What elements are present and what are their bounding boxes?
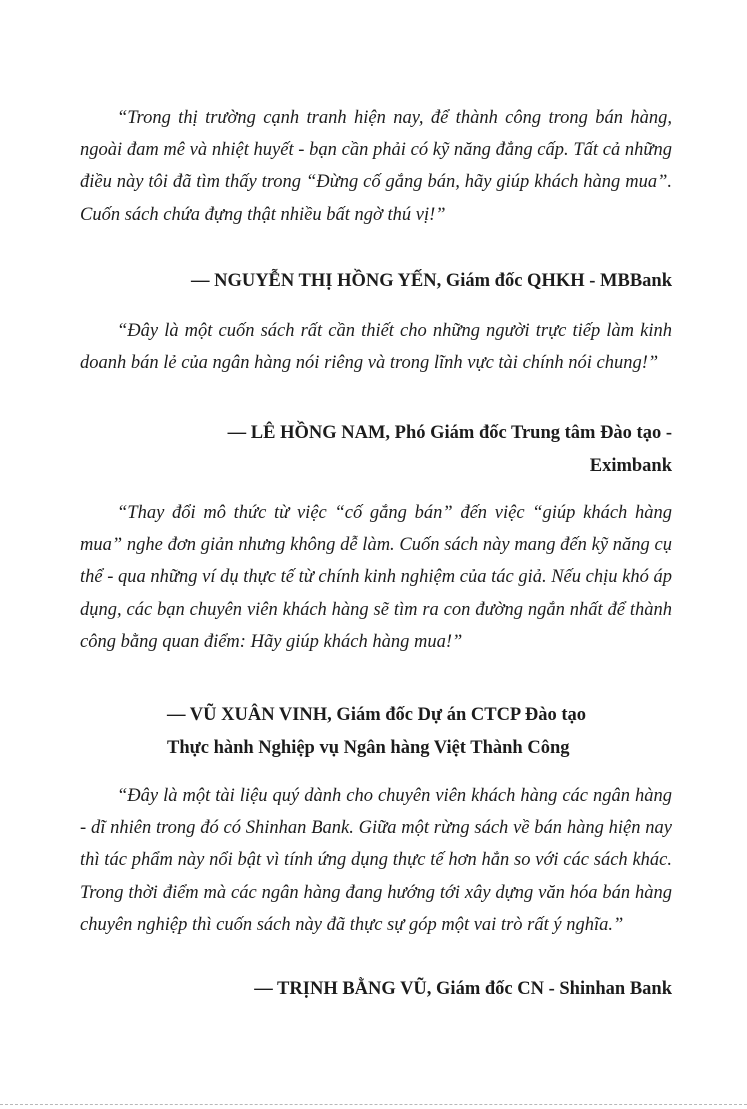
testimonial-quote-2: “Đây là một cuốn sách rất cần thiết cho những người trực tiếp làm kinh doanh bán lẻ của ngân hàng nói riêng và trong lĩnh vực tài chính nói chung!”	[80, 321, 672, 374]
testimonial-quote-3: “Thay đổi mô thức từ việc “cố gắng bán” đến việc “giúp khách hàng mua” nghe đơn giản nhưng không dễ làm. Cuốn sách này mang đến kỹ năng cụ thể - qua những ví dụ thực tế từ chính kinh nghiệm của tác giả. Nếu chịu khó áp dụng, các bạn chuyên viên khách hàng sẽ tìm ra con đường ngắn nhất để thành công bằng quan điểm: Hãy giúp khách hàng mua!”	[80, 503, 672, 652]
testimonial-attribution-3-line-2: Thực hành Nghiệp vụ Ngân hàng Việt Thành Công	[167, 738, 570, 758]
testimonial-attribution-2	[228, 417, 672, 483]
testimonial-quote-1: “Trong thị trường cạnh tranh hiện nay, để thành công trong bán hàng, ngoài đam mê và nhiệt huyết - bạn cần phải có kỹ năng đẳng cấp. Tất cả những điều này tôi đã tìm thấy trong “Đừng cố gắng bán, hãy giúp khách hàng mua”. Cuốn sách chứa đựng thật nhiều bất ngờ thú vị!”	[80, 108, 672, 225]
testimonial-attribution-3	[167, 699, 586, 765]
page-bottom-edge	[0, 1104, 747, 1105]
testimonial-attribution-3-line-1: — VŨ XUÂN VINH, Giám đốc Dự án CTCP Đào tạo	[167, 705, 586, 725]
testimonial-attribution-2-line-1: — LÊ HỒNG NAM, Phó Giám đốc Trung tâm Đào tạo -	[227, 423, 672, 443]
testimonial-quote-4: “Đây là một tài liệu quý dành cho chuyên viên khách hàng các ngân hàng - dĩ nhiên trong đó có Shinhan Bank. Giữa một rừng sách về bán hàng hiện nay thì tác phẩm này nổi bật vì tính ứng dụng thực tế hơn hẳn so với các sách khác. Trong thời điểm mà các ngân hàng đang hướng tới xây dựng văn hóa bán hàng chuyên nghiệp thì cuốn sách này đã thực sự góp một vai trò rất ý nghĩa.”	[80, 786, 672, 935]
testimonial-attribution-1: — NGUYỄN THỊ HỒNG YẾN, Giám đốc QHKH - MBBank	[190, 271, 672, 291]
testimonial-attribution-4: — TRỊNH BẰNG VŨ, Giám đốc CN - Shinhan Bank	[254, 979, 672, 999]
testimonial-attribution-2-line-2: Eximbank	[589, 456, 672, 476]
